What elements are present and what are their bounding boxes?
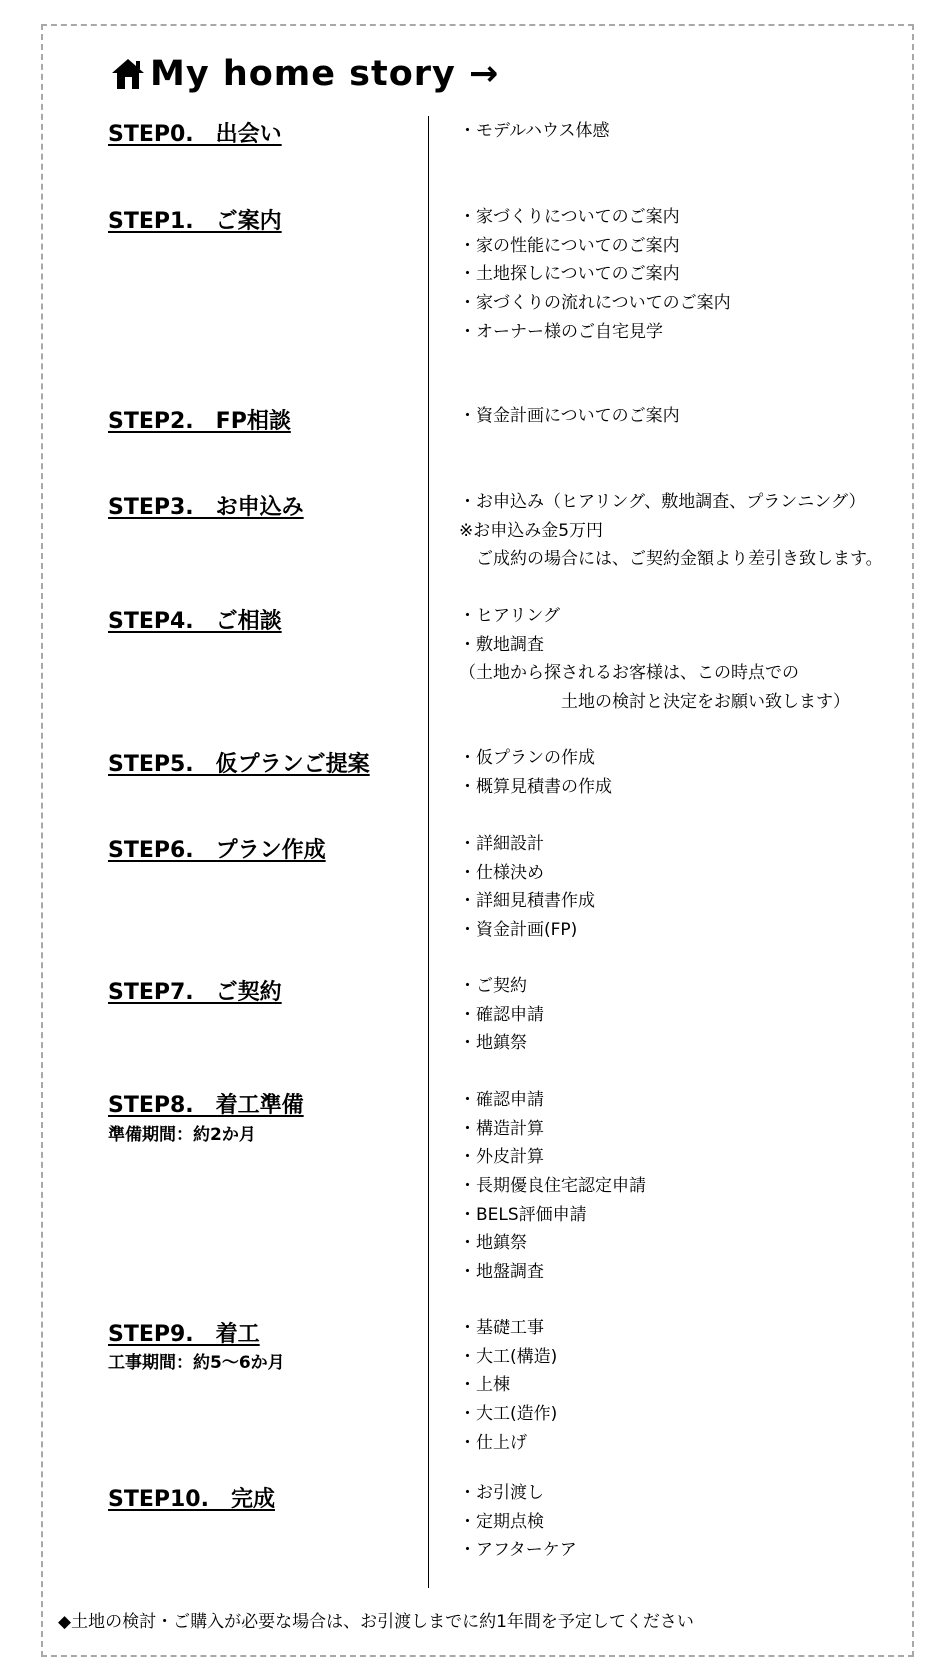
step-item: ・土地探しについてのご案内: [459, 264, 680, 285]
step-item: ・モデルハウス体感: [459, 121, 610, 141]
step-item: ・ヒアリング: [459, 606, 560, 626]
step-item: ・長期優良住宅認定申請: [459, 1176, 646, 1197]
step-item: ・お申込み（ヒアリング、敷地調査、プランニング）: [459, 492, 866, 512]
step-item: ・仕上げ: [459, 1432, 527, 1453]
footnote: ◆土地の検討・ご購入が必要な場合は、お引渡しまでに約1年間を予定してください: [58, 1612, 694, 1632]
step-item: ※お申込み金5万円: [459, 520, 604, 541]
step-item: ・地盤調査: [459, 1262, 544, 1283]
step-title: STEP9. 着工: [108, 1322, 260, 1347]
step-item: ・BELS評価申請: [459, 1204, 587, 1225]
step-items: [459, 602, 850, 717]
step-items: [459, 488, 883, 574]
step-items: [459, 117, 609, 146]
step-item: ・ご契約: [459, 976, 527, 996]
step-item: ・大工(造作): [459, 1404, 558, 1425]
house-icon: [110, 57, 146, 91]
step-title: STEP0. 出会い: [108, 122, 282, 147]
step-period: 準備期間：約2か月: [108, 1125, 256, 1145]
step-item: ・アフターケア: [459, 1540, 577, 1561]
step-items: [459, 1086, 646, 1287]
step-item: ・敷地調査: [459, 634, 544, 655]
step-title: STEP4. ご相談: [108, 609, 282, 634]
step-item: ・詳細設計: [459, 834, 544, 854]
step-item: （土地から探されるお客様は、この時点での: [459, 663, 799, 684]
step-item: ・地鎮祭: [459, 1033, 527, 1054]
step-item: ・家づくりの流れについてのご案内: [459, 293, 731, 314]
step-item: ・資金計画(FP): [459, 920, 578, 941]
step-title: STEP10. 完成: [108, 1487, 275, 1512]
step-item: ・お引渡し: [459, 1483, 544, 1503]
step-item: ・資金計画についてのご案内: [459, 406, 680, 426]
step-item: ・大工(構造): [459, 1346, 558, 1367]
step-title: STEP2. FP相談: [108, 409, 291, 434]
step-item: ・確認申請: [459, 1004, 544, 1025]
step-item: ・構造計算: [459, 1118, 544, 1139]
step-item: ・概算見積書の作成: [459, 776, 612, 797]
step-items: [459, 1314, 557, 1457]
step-item: ・仕様決め: [459, 862, 544, 883]
step-item: ・外皮計算: [459, 1147, 544, 1168]
step-title: STEP1. ご案内: [108, 209, 282, 234]
step-item: ・家づくりについてのご案内: [459, 207, 680, 227]
step-item: ・定期点検: [459, 1511, 544, 1532]
step-items: [459, 1479, 577, 1565]
step-title: STEP8. 着工準備: [108, 1093, 304, 1118]
step-item: ご成約の場合には、ご契約金額より差引き致します。: [459, 549, 883, 570]
step-item: ・地鎮祭: [459, 1233, 527, 1254]
page-title: [110, 52, 499, 96]
step-item: ・仮プランの作成: [459, 748, 595, 768]
step-period: 工事期間：約5～6か月: [108, 1353, 285, 1373]
step-items: [459, 402, 680, 431]
step-item: ・上棟: [459, 1375, 510, 1396]
step-items: [459, 972, 544, 1058]
step-item: ・オーナー様のご自宅見学: [459, 321, 663, 342]
step-title: STEP3. お申込み: [108, 495, 304, 520]
step-items: [459, 830, 595, 945]
step-title: STEP6. プラン作成: [108, 838, 326, 863]
step-item: 土地の検討と決定をお願い致します）: [459, 692, 850, 713]
step-item: ・家の性能についてのご案内: [459, 235, 680, 256]
title-text: My home story →: [150, 54, 500, 94]
timeline-divider: [428, 116, 429, 1588]
step-item: ・詳細見積書作成: [459, 891, 595, 912]
step-items: [459, 744, 612, 801]
step-title: STEP7. ご契約: [108, 980, 282, 1005]
step-item: ・確認申請: [459, 1090, 544, 1110]
step-items: [459, 203, 731, 346]
step-item: ・基礎工事: [459, 1318, 544, 1338]
step-title: STEP5. 仮プランご提案: [108, 752, 370, 777]
